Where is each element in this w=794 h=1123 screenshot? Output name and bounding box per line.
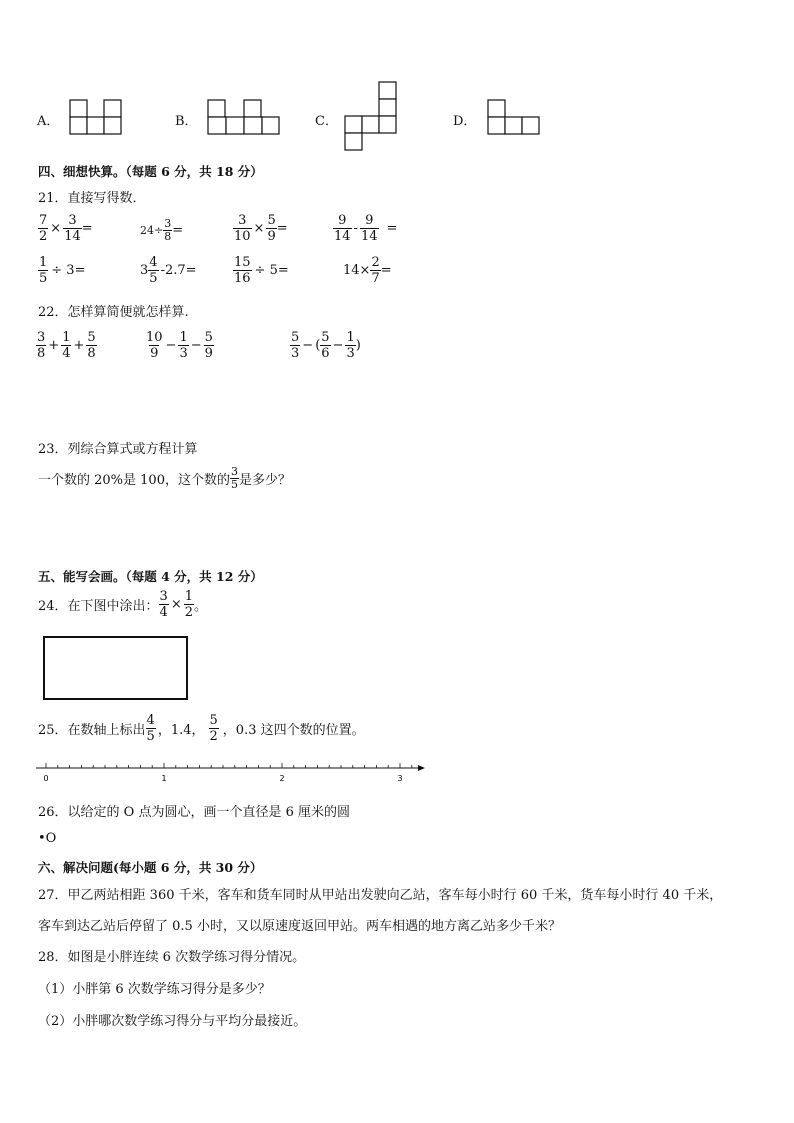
q28-title: 28．如图是小胖连续 6 次数学练习得分情况。 (38, 950, 306, 965)
q21-r2-d: 14× $\frac{2}{7}$ = (343, 255, 392, 286)
q26-center-point[interactable]: •O (38, 831, 57, 846)
number-line-tick-label: 1 (161, 774, 167, 783)
q23-title: 23．列综合算式或方程计算 (38, 442, 198, 457)
option-c-figure (345, 82, 401, 152)
q21-r2-a: $\frac{1}{5}$ ÷ 3= (39, 255, 86, 286)
q21-r2-c: $\frac{15}{16}$ ÷ 5= (234, 255, 289, 286)
option-b-figure (208, 100, 282, 136)
q28-sub1: （1）小胖第 6 次数学练习得分是多少？ (38, 982, 271, 997)
number-line-tick-label: 0 (43, 774, 49, 783)
section5-heading: 五、能写会画。（每题 4 分，共 12 分） (38, 569, 263, 584)
q24-text: 24．在下图中涂出： $\frac{3}{4}$ × $\frac{1}{2}$ 。 (38, 589, 208, 620)
q26-text: 26．以给定的 O 点为圆心，画一个直径是 6 厘米的圆 (38, 805, 351, 820)
q21-r1-d: $\frac{9}{14}$ - $\frac{9}{14}$ = (334, 213, 398, 244)
q21-r2-b: 3 $\frac{4}{5}$ -2.7= (140, 255, 197, 286)
option-d-label: D． (453, 114, 477, 129)
q22-expr-3: $\frac{5}{3}$ − ( $\frac{5}{6}$ − $\frac{1}{3}$ ) (291, 330, 361, 361)
section6-heading: 六、解决问题(每小题 6 分，共 30 分） (38, 860, 263, 875)
q22-expr-2: $\frac{10}{9}$ − $\frac{1}{3}$ − $\frac{5}{9}$ (146, 330, 213, 361)
q21-r1-c: $\frac{3}{10}$ × $\frac{5}{9}$ = (234, 213, 288, 244)
q25-text: 25．在数轴上标出 $\frac{4}{5}$ ，1.4， $\frac{5}{2}$ ，0.3 这四个数的位置。 (38, 713, 365, 744)
option-b-label: B． (175, 114, 198, 129)
option-a-label: A． (37, 114, 60, 129)
q21-r1-a: $\frac{7}{2}$ × $\frac{3}{14}$ = (39, 213, 93, 244)
q28-sub2: （2）小胖哪次数学练习得分与平均分最接近。 (38, 1014, 307, 1029)
q23-text: 一个数的 20%是 100，这个数的 $\frac{3}{5}$ 是多少？ (38, 465, 291, 491)
option-a-figure (70, 100, 126, 136)
section4-heading: 四、细想快算。（每题 6 分，共 18 分） (38, 164, 263, 179)
q21-title: 21．直接写得数． (38, 191, 146, 206)
number-line-tick-label: 2 (279, 774, 285, 783)
q24-rectangle[interactable] (43, 636, 188, 700)
q27-line2: 客车到达乙站后停留了 0.5 小时，又以原速度返回甲站。两车相遇的地方离乙站多少千米？ (38, 919, 561, 934)
option-c-label: C． (315, 114, 338, 129)
q22-expr-1: $\frac{3}{8}$ + $\frac{1}{4}$ + $\frac{5}{8}$ (37, 330, 96, 361)
number-line[interactable] (36, 760, 426, 786)
q27-line1: 27．甲乙两站相距 360 千米，客车和货车同时从甲站出发驶向乙站，客车每小时行 60 千米，货车每小时行 40 千米， (38, 888, 723, 903)
option-d-figure (488, 100, 544, 136)
q22-title: 22．怎样算简便就怎样算. (38, 305, 189, 320)
number-line-arrow (418, 765, 425, 771)
q21-r1-b: 24÷ $\frac{3}{8}$ = (140, 217, 184, 243)
number-line-tick-label: 3 (397, 774, 403, 783)
